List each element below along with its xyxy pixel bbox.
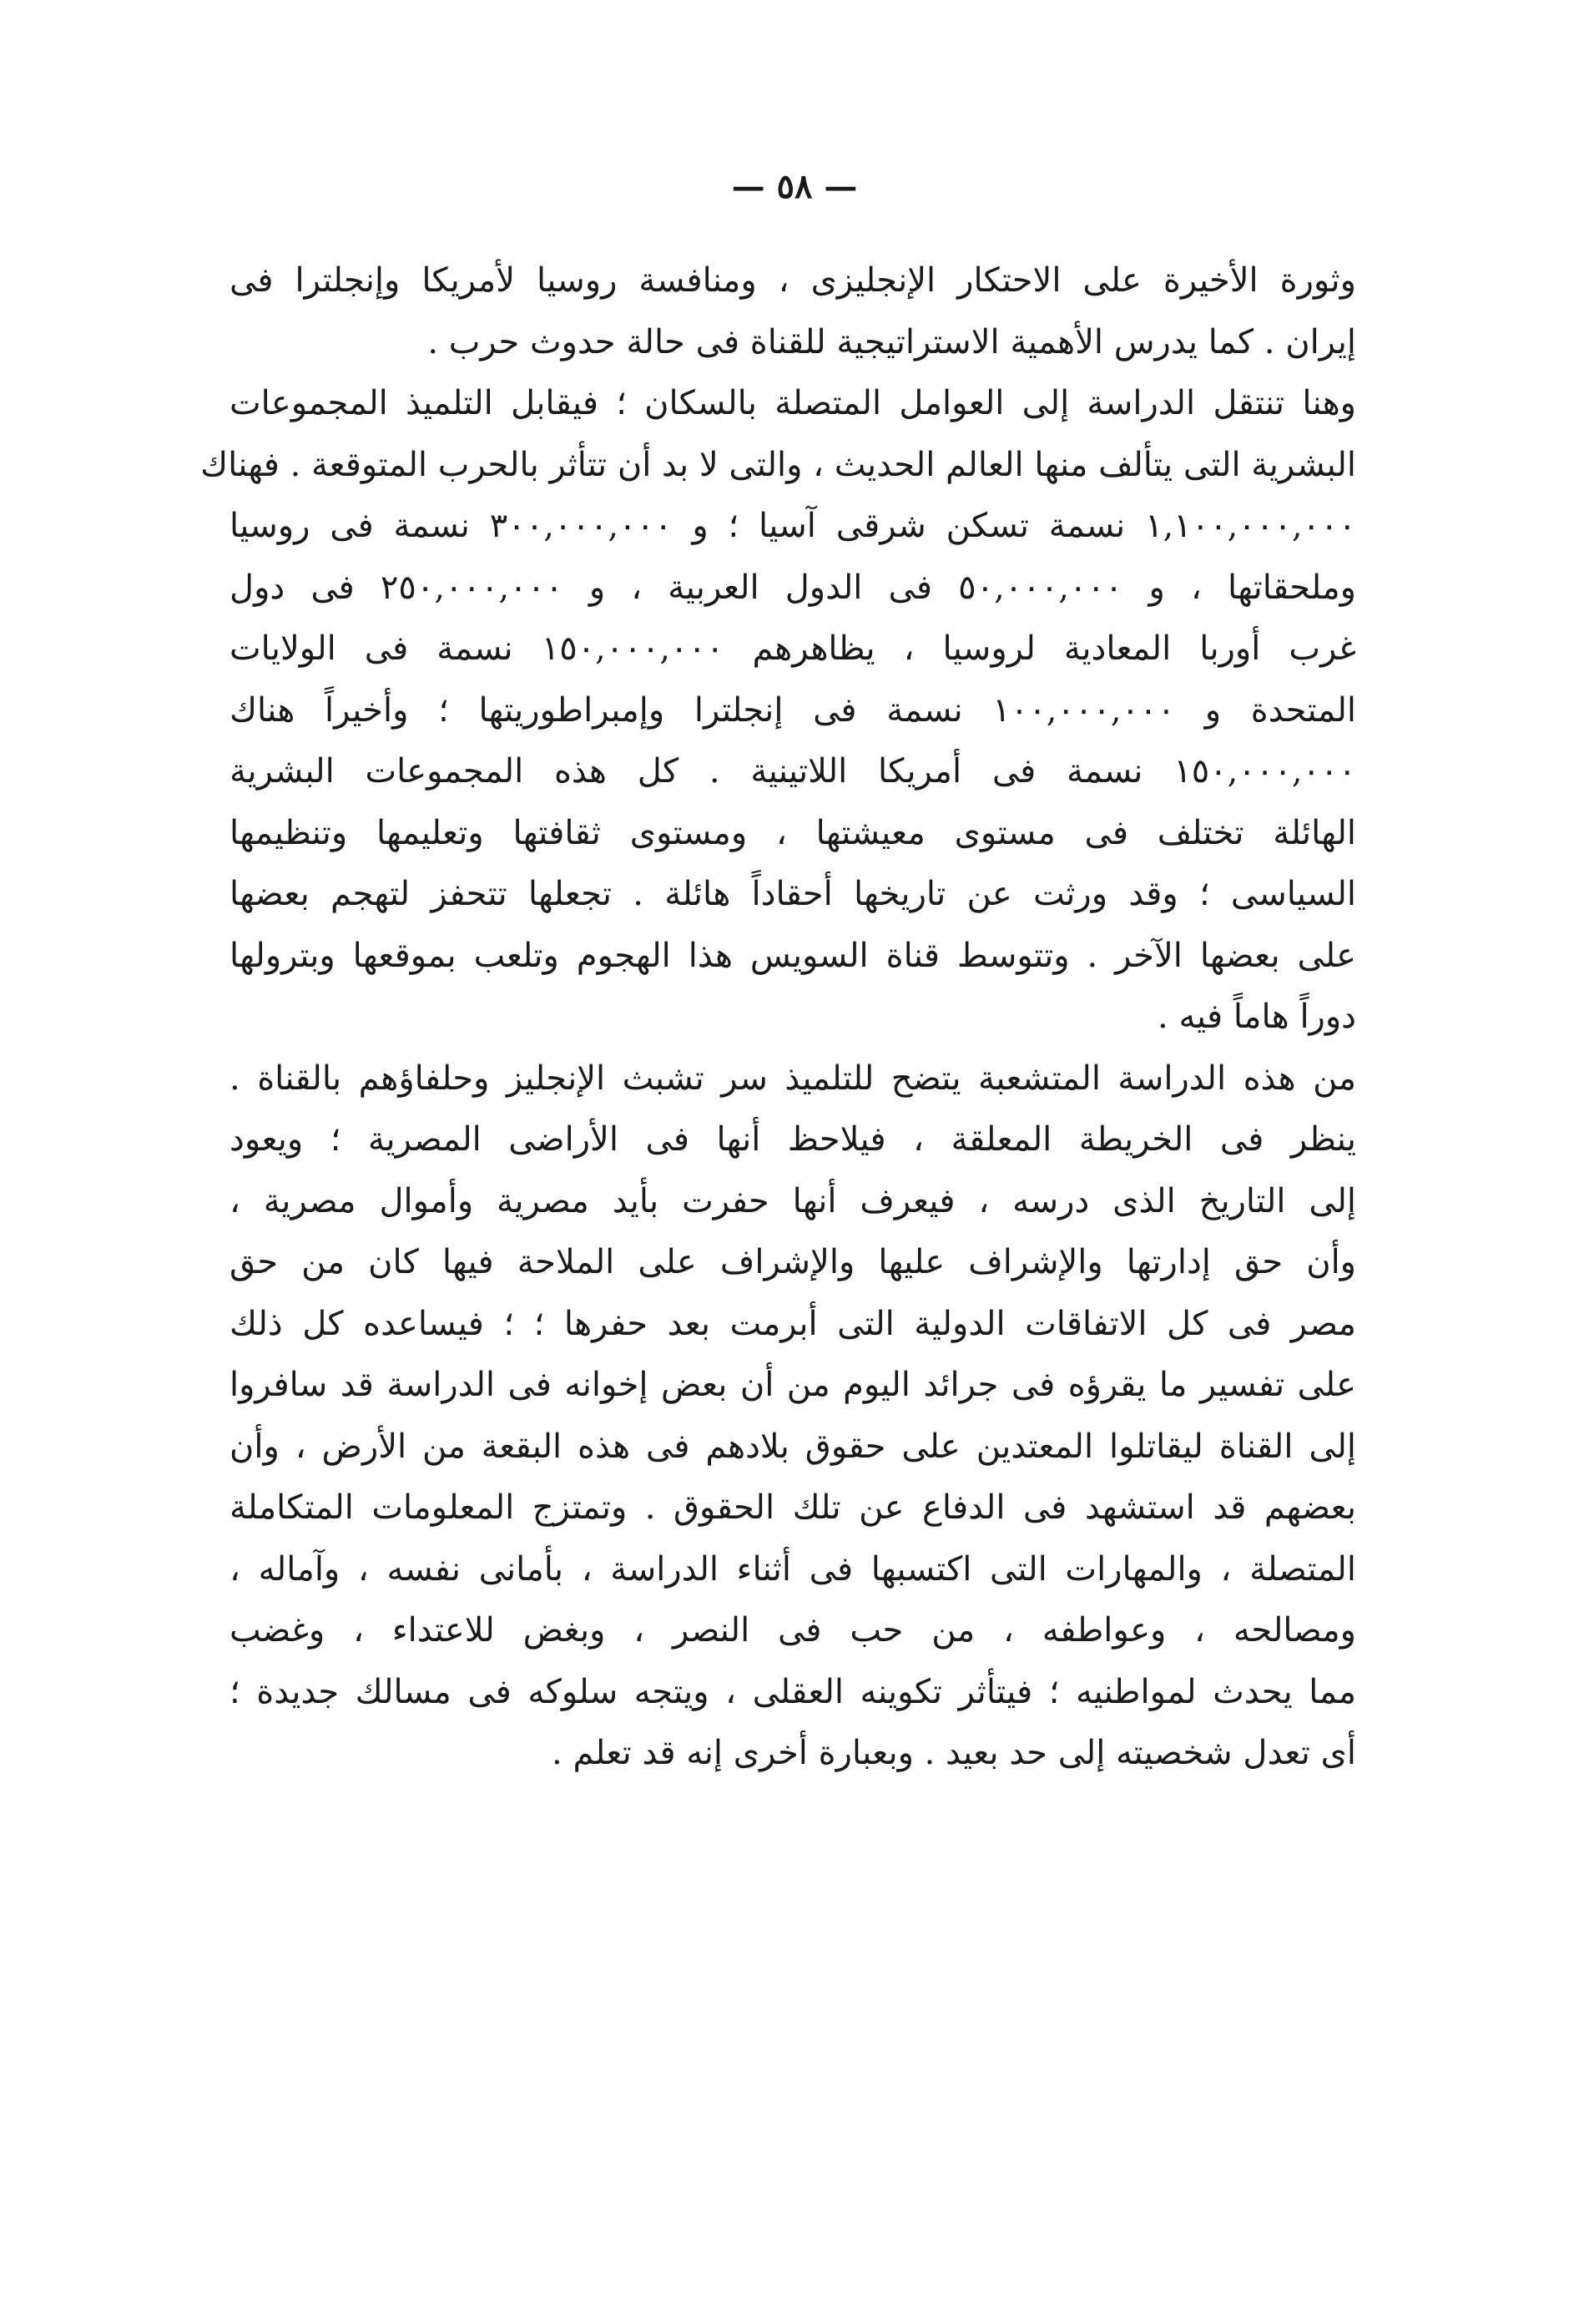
text-line: مما يحدث لمواطنيه ؛ فيتأثر تكوينه العقلى ، ويتجه سلوكه فى مسالك جديدة ؛ (230, 1672, 1356, 1711)
text-line: مصر فى كل الاتفاقات الدولية التى أبرمت بعد حفرها ؛ ؛ فيساعده كل ذلك (230, 1304, 1356, 1343)
text-line: البشرية التى يتألف منها العالم الحديث ، والتى لا بد أن تتأثر بالحرب المتوقعة . فهناك (200, 445, 1356, 484)
text-line: ينظر فى الخريطة المعلقة ، فيلاحظ أنها فى الأراضى المصرية ؛ ويعود (230, 1120, 1356, 1159)
text-line: على تفسير ما يقرؤه فى جرائد اليوم من أن بعض إخوانه فى الدراسة قد سافروا (230, 1366, 1356, 1404)
text-line: على بعضها الآخر . وتتوسط قناة السويس هذا الهجوم وتلعب بموقعها وبترولها (230, 936, 1356, 975)
text-line: إلى القناة ليقاتلوا المعتدين على حقوق بلادهم فى هذه البقعة من الأرض ، وأن (230, 1427, 1356, 1466)
body-text (200, 250, 1357, 1785)
text-line: المتصلة ، والمهارات التى اكتسبها فى أثناء الدراسة ، بأمانى نفسه ، وآماله ، (230, 1549, 1356, 1589)
text-line: أى تعدل شخصيته إلى حد بعيد . وبعبارة أخرى إنه قد تعلم . (552, 1734, 1356, 1772)
paragraph-3 (230, 1048, 1356, 1785)
text-line: المتحدة و ١٠٠,٠٠٠,٠٠٠ نسمة فى إنجلترا وإمبراطوريتها ؛ وأخيراً هناك (230, 690, 1356, 730)
page-number: — ٥٨ — (731, 167, 858, 206)
text-line: وملحقاتها ، و ٥٠,٠٠٠,٠٠٠ فى الدول العربية ، و ٢٥٠,٠٠٠,٠٠٠ فى دول (230, 568, 1356, 607)
text-line: ١٥٠,٠٠٠,٠٠٠ نسمة فى أمريكا اللاتينية . كل هذه المجموعات البشرية (230, 752, 1356, 791)
text-line: من هذه الدراسة المتشعبة يتضح للتلميذ سر تشبث الإنجليز وحلفاؤهم بالقناة . (230, 1058, 1357, 1098)
text-line: إيران . كما يدرس الأهمية الاستراتيجية للقناة فى حالة حدوث حرب . (427, 322, 1356, 361)
text-line: السياسى ؛ وقد ورثت عن تاريخها أحقاداً هائلة . تجعلها تتحفز لتهجم بعضها (230, 875, 1356, 913)
text-line: بعضهم قد استشهد فى الدفاع عن تلك الحقوق . وتمتزج المعلومات المتكاملة (230, 1488, 1356, 1527)
text-line: غرب أوربا المعادية لروسيا ، يظاهرهم ١٥٠,٠٠٠,٠٠٠ نسمة فى الولايات (230, 629, 1357, 668)
text-line: وأن حق إدارتها والإشراف عليها والإشراف على الملاحة فيها كان من حق (230, 1243, 1357, 1281)
text-line: ١,١٠٠,٠٠٠,٠٠٠ نسمة تسكن شرقى آسيا ؛ و ٣٠٠,٠٠٠,٠٠٠ نسمة فى روسيا (230, 507, 1356, 545)
text-line: دوراً هاماً فيه . (1158, 998, 1356, 1036)
paragraph-1 (230, 250, 1356, 373)
text-line: إلى التاريخ الذى درسه ، فيعرف أنها حفرت بأيد مصرية وأموال مصرية ، (230, 1181, 1356, 1220)
text-line: الهائلة تختلف فى مستوى معيشتها ، ومستوى ثقافتها وتعليمها وتنظيمها (230, 813, 1356, 852)
text-line: وثورة الأخيرة على الاحتكار الإنجليزى ، ومنافسة روسيا لأمريكا وإنجلترا فى (230, 261, 1356, 300)
paragraph-2 (200, 373, 1357, 1048)
text-line: وهنا تنتقل الدراسة إلى العوامل المتصلة بالسكان ؛ فيقابل التلميذ المجموعات (230, 384, 1356, 422)
text-line: ومصالحه ، وعواطفه ، من حب فى النصر ، وبغض للاعتداء ، وغضب (230, 1611, 1356, 1650)
